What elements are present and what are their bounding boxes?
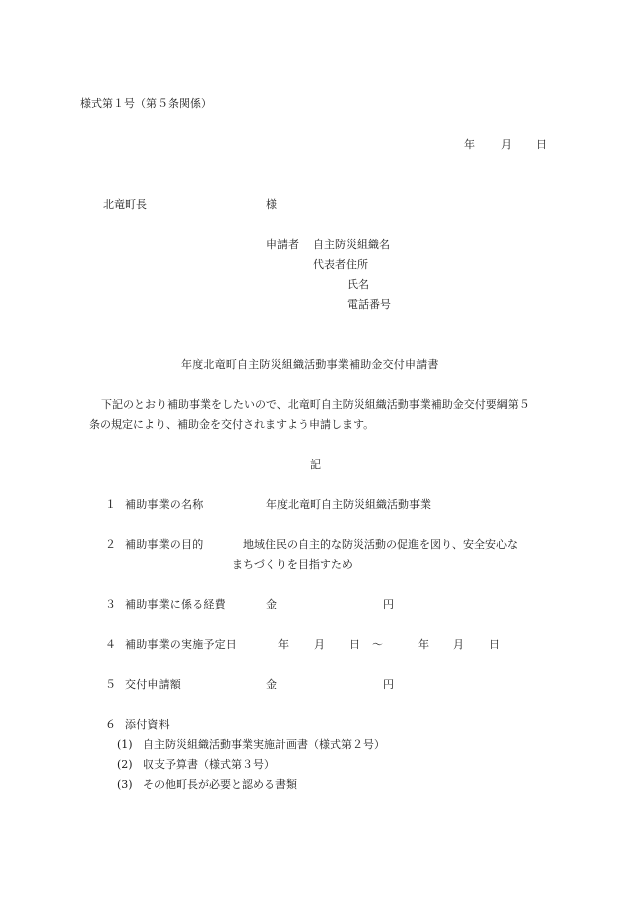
item-4-label: 補助事業の実施予定日 bbox=[125, 638, 237, 651]
item-4-end-year: 年 bbox=[418, 638, 429, 651]
date-month-label: 月 bbox=[501, 138, 512, 151]
item-4-start-day: 日 bbox=[349, 638, 360, 651]
item-4-start-month: 月 bbox=[314, 638, 325, 651]
applicant-name-label: 氏名 bbox=[347, 278, 369, 291]
form-number: 様式第１号（第５条関係） bbox=[80, 97, 212, 110]
item-6-label: 添付資料 bbox=[125, 718, 170, 731]
ki-heading: 記 bbox=[310, 458, 321, 471]
attachment-1-text: 自主防災組織活動事業実施計画書（様式第２号） bbox=[143, 738, 385, 751]
item-2-value-line-2: まちづくりを目指すため bbox=[232, 558, 353, 571]
addressee-honorific: 様 bbox=[266, 198, 277, 211]
applicant-phone-label: 電話番号 bbox=[347, 298, 391, 311]
attachment-3-text: その他町長が必要と認める書類 bbox=[143, 778, 297, 791]
applicant-address-label: 代表者住所 bbox=[313, 258, 368, 271]
date-day-label: 日 bbox=[536, 138, 547, 151]
addressee-name: 北竜町長 bbox=[103, 198, 147, 211]
item-5-kin: 金 bbox=[266, 678, 277, 691]
attachment-1-number: (1) bbox=[117, 738, 133, 751]
item-5-label: 交付申請額 bbox=[125, 678, 181, 691]
item-6-number: ６ bbox=[105, 718, 116, 731]
item-4-tilde: ～ bbox=[372, 638, 383, 651]
item-4-end-month: 月 bbox=[453, 638, 464, 651]
applicant-label: 申請者 bbox=[266, 238, 299, 251]
applicant-org-name-label: 自主防災組織名 bbox=[313, 238, 390, 251]
item-4-start-year: 年 bbox=[278, 638, 289, 651]
item-3-yen: 円 bbox=[383, 598, 394, 611]
item-1-number: １ bbox=[105, 498, 116, 511]
item-4-number: ４ bbox=[105, 638, 116, 651]
item-1-label: 補助事業の名称 bbox=[125, 498, 204, 511]
item-4-end-day: 日 bbox=[489, 638, 500, 651]
attachment-3-number: (3) bbox=[117, 778, 133, 791]
attachment-2-text: 収支予算書（様式第３号） bbox=[143, 758, 275, 771]
item-5-yen: 円 bbox=[383, 678, 394, 691]
item-2-label: 補助事業の目的 bbox=[125, 538, 204, 551]
date-year-label: 年 bbox=[464, 138, 475, 151]
item-3-kin: 金 bbox=[266, 598, 277, 611]
item-3-number: ３ bbox=[105, 598, 116, 611]
body-text-line-1: 下記のとおり補助事業をしたいので、北竜町自主防災組織活動事業補助金交付要綱第５ bbox=[101, 398, 530, 411]
item-2-number: ２ bbox=[105, 538, 116, 551]
item-1-value: 年度北竜町自主防災組織活動事業 bbox=[266, 498, 431, 511]
item-2-value-line-1: 地域住民の自主的な防災活動の促進を図り、安全安心な bbox=[243, 538, 518, 551]
document-title: 年度北竜町自主防災組織活動事業補助金交付申請書 bbox=[181, 358, 439, 371]
body-text-line-2: 条の規定により、補助金を交付されますよう申請します。 bbox=[89, 418, 375, 431]
item-5-number: ５ bbox=[105, 678, 116, 691]
item-3-label: 補助事業に係る経費 bbox=[125, 598, 226, 611]
attachment-2-number: (2) bbox=[117, 758, 133, 771]
